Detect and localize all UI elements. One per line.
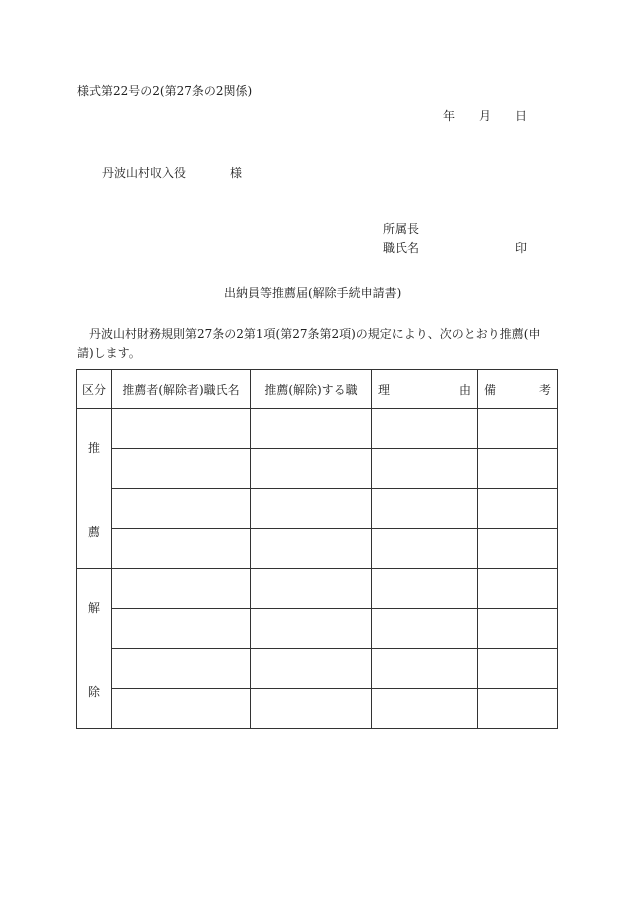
name-cell[interactable]: [112, 569, 251, 609]
header-reason-right: 由: [458, 382, 471, 397]
name-cell[interactable]: [112, 649, 251, 689]
header-recommender-name: 推薦者(解除者)職氏名: [112, 370, 251, 409]
remarks-cell[interactable]: [478, 649, 558, 689]
date-year-label: 年: [443, 109, 456, 123]
reason-cell[interactable]: [372, 409, 478, 449]
remarks-cell[interactable]: [478, 449, 558, 489]
table-row: [77, 569, 558, 609]
table-header-row: [77, 370, 558, 409]
reason-cell[interactable]: [372, 689, 478, 729]
table-row: [77, 529, 558, 569]
header-remarks-left: 備: [484, 382, 497, 397]
name-cell[interactable]: [112, 449, 251, 489]
name-cell[interactable]: [112, 689, 251, 729]
table-row: [77, 409, 558, 449]
remarks-cell[interactable]: [478, 529, 558, 569]
post-cell[interactable]: [251, 569, 372, 609]
body-paragraph: 丹波山村財務規則第27条の2第1項(第27条第2項)の規定により、次のとおり推薦(申請)します。: [77, 327, 541, 360]
reason-cell[interactable]: [372, 609, 478, 649]
seal-mark: 印: [515, 241, 528, 255]
post-cell[interactable]: [251, 529, 372, 569]
name-cell[interactable]: [112, 489, 251, 529]
reason-cell[interactable]: [372, 649, 478, 689]
header-reason-left: 理: [378, 382, 391, 397]
recommendation-table: [76, 369, 558, 729]
post-cell[interactable]: [251, 409, 372, 449]
table-row: [77, 449, 558, 489]
table-row: [77, 689, 558, 729]
header-reason: [372, 370, 478, 409]
remarks-cell[interactable]: [478, 409, 558, 449]
reason-cell[interactable]: [372, 449, 478, 489]
table-row: [77, 489, 558, 529]
category-cell: [77, 569, 112, 729]
category-char-bottom: 除: [87, 685, 100, 699]
remarks-cell[interactable]: [478, 609, 558, 649]
post-cell[interactable]: [251, 649, 372, 689]
table-row: [77, 649, 558, 689]
post-cell[interactable]: [251, 489, 372, 529]
table-row: [77, 609, 558, 649]
form-number: 様式第22号の2(第27条の2関係): [77, 84, 253, 98]
remarks-cell[interactable]: [478, 569, 558, 609]
category-char-bottom: 薦: [87, 525, 100, 539]
remarks-cell[interactable]: [478, 489, 558, 529]
date-month-label: 月: [479, 109, 492, 123]
post-cell[interactable]: [251, 609, 372, 649]
category-char-top: 解: [87, 601, 100, 615]
post-cell[interactable]: [251, 689, 372, 729]
staff-name-label: 職氏名: [383, 241, 420, 255]
reason-cell[interactable]: [372, 569, 478, 609]
remarks-cell[interactable]: [478, 689, 558, 729]
header-recommended-post: 推薦(解除)する職: [251, 370, 372, 409]
header-remarks-right: 考: [538, 382, 551, 397]
header-remarks: [478, 370, 558, 409]
addressee-honorific: 様: [230, 166, 243, 180]
name-cell[interactable]: [112, 609, 251, 649]
addressee-name: 丹波山村収入役: [102, 166, 187, 180]
date-day-label: 日: [515, 109, 528, 123]
reason-cell[interactable]: [372, 529, 478, 569]
header-category: 区分: [77, 370, 112, 409]
chief-label: 所属長: [383, 222, 420, 236]
category-cell: [77, 409, 112, 569]
post-cell[interactable]: [251, 449, 372, 489]
name-cell[interactable]: [112, 529, 251, 569]
name-cell[interactable]: [112, 409, 251, 449]
category-char-top: 推: [87, 441, 100, 455]
reason-cell[interactable]: [372, 489, 478, 529]
document-title: 出納員等推薦届(解除手続申請書): [224, 286, 402, 300]
